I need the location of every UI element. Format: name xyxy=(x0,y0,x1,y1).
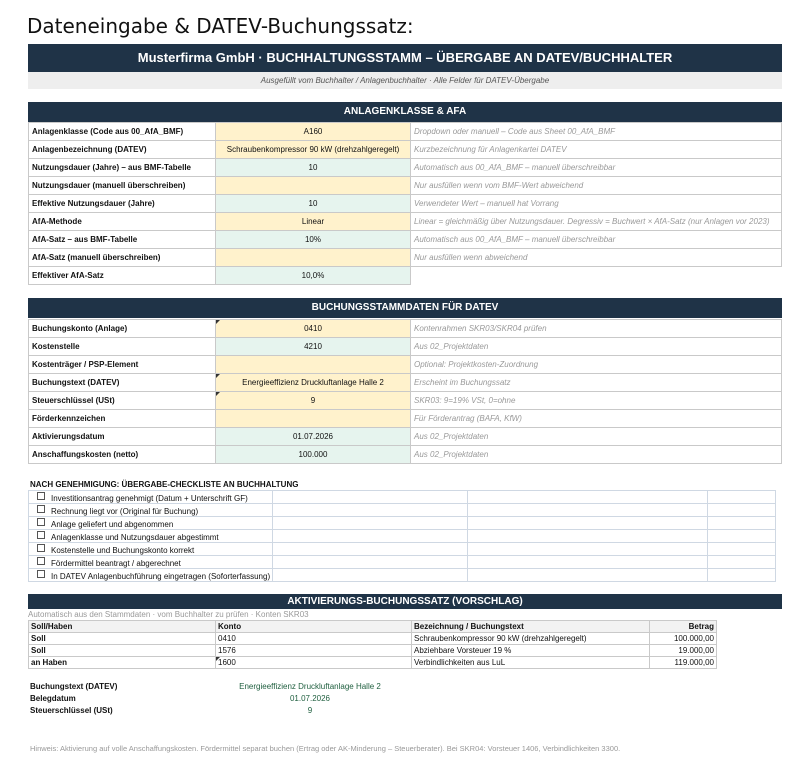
anschaffungskosten-value: 100.000 xyxy=(216,446,411,464)
afa-satz-manuell-input[interactable] xyxy=(216,249,411,267)
effektive-nutzungsdauer-value: 10 xyxy=(216,195,411,213)
field-label: Effektiver AfA-Satz xyxy=(29,267,216,285)
summary-value: Energieeffizienz Druckluftanlage Halle 2 xyxy=(239,682,381,691)
checklist-item xyxy=(29,543,776,556)
field-label: Anschaffungskosten (netto) xyxy=(29,446,216,464)
afa-row-satz-manuell xyxy=(29,249,782,267)
checklist-item-label: Kostenstelle und Buchungskonto korrekt xyxy=(51,545,195,555)
booking-title: AKTIVIERUNGS-BUCHUNGSSATZ (VORSCHLAG) xyxy=(28,594,782,609)
field-label: AfA-Methode xyxy=(29,213,216,231)
checklist-item-label: Rechnung liegt vor (Original für Buchung) xyxy=(51,506,199,516)
summary-label: Belegdatum xyxy=(30,694,76,703)
stamm-row-buchungskonto xyxy=(29,320,782,338)
checkbox[interactable] xyxy=(37,518,45,526)
afa-row-methode xyxy=(29,213,782,231)
afa-row-nutzungsdauer-bmf xyxy=(29,159,782,177)
summary-label: Buchungstext (DATEV) xyxy=(30,682,118,691)
buchungstext-input[interactable]: Energieeffizienz Druckluftanlage Halle 2 xyxy=(216,374,411,392)
checklist-item-label: Fördermittel beantragt / abgerechnet xyxy=(51,558,181,568)
bezeichnung-cell: Abziehbare Vorsteuer 19 % xyxy=(412,645,650,657)
field-hint: SKR03: 9=19% VSt, 0=ohne xyxy=(411,392,782,410)
field-hint: Nur ausfüllen wenn abweichend xyxy=(411,249,782,267)
afa-row-anlagenklasse xyxy=(29,123,782,141)
checkbox[interactable] xyxy=(37,570,45,578)
field-label: Nutzungsdauer (manuell überschreiben) xyxy=(29,177,216,195)
afa-row-satz-bmf xyxy=(29,231,782,249)
column-header: Soll/Haben xyxy=(29,621,216,633)
checklist-item-label: Investitionsantrag genehmigt (Datum + Unterschrift GF) xyxy=(51,493,248,503)
field-hint: Linear = gleichmäßig über Nutzungsdauer. Degressiv = Buchwert × AfA-Satz (nur Anlagen vor 2023) xyxy=(411,213,782,231)
betrag-cell: 19.000,00 xyxy=(650,645,717,657)
stamm-table xyxy=(28,319,782,464)
aktivierungsdatum-value: 01.07.2026 xyxy=(216,428,411,446)
field-label: Buchungstext (DATEV) xyxy=(29,374,216,392)
field-label: Kostenstelle xyxy=(29,338,216,356)
field-hint: Aus 02_Projektdaten xyxy=(411,338,782,356)
booking-table xyxy=(28,620,717,669)
checklist-title: NACH GENEHMIGUNG: ÜBERGABE-CHECKLISTE AN BUCHHALTUNG xyxy=(30,480,299,489)
field-hint: Für Förderantrag (BAFA, KfW) xyxy=(411,410,782,428)
stamm-row-kostentraeger xyxy=(29,356,782,374)
betrag-cell: 100.000,00 xyxy=(650,633,717,645)
field-hint: Automatisch aus 00_AfA_BMF – manuell überschreibbar xyxy=(411,159,782,177)
checklist-item xyxy=(29,517,776,530)
buchungskonto-input[interactable]: 0410 xyxy=(216,320,411,338)
bezeichnung-cell: Schraubenkompressor 90 kW (drehzahlgeregelt) xyxy=(412,633,650,645)
anlagenbezeichnung-input[interactable]: Schraubenkompressor 90 kW (drehzahlgeregelt) xyxy=(216,141,411,159)
nutzungsdauer-manuell-input[interactable] xyxy=(216,177,411,195)
soll-haben-cell: Soll xyxy=(29,633,216,645)
field-hint: Automatisch aus 00_AfA_BMF – manuell überschreibbar xyxy=(411,231,782,249)
konto-cell: 1576 xyxy=(216,645,412,657)
checkbox[interactable] xyxy=(37,492,45,500)
steuerschluessel-input[interactable]: 9 xyxy=(216,392,411,410)
betrag-cell: 119.000,00 xyxy=(650,657,717,669)
field-label: Steuerschlüssel (USt) xyxy=(29,392,216,410)
company-header: Musterfirma GmbH · BUCHHALTUNGSSTAMM – ÜBERGABE AN DATEV/BUCHHALTER xyxy=(28,44,782,72)
checklist-item-label: In DATEV Anlagenbuchführung eingetragen (Soforterfassung) xyxy=(51,571,271,581)
booking-row xyxy=(29,657,717,669)
afa-row-effektiver-satz xyxy=(29,267,782,285)
field-hint: Aus 02_Projektdaten xyxy=(411,446,782,464)
stamm-row-anschaffungskosten xyxy=(29,446,782,464)
checklist-item xyxy=(29,530,776,543)
soll-haben-cell: an Haben xyxy=(29,657,216,669)
field-label: AfA-Satz (manuell überschreiben) xyxy=(29,249,216,267)
nutzungsdauer-bmf-value: 10 xyxy=(216,159,411,177)
stamm-row-kostenstelle xyxy=(29,338,782,356)
konto-cell: 0410 xyxy=(216,633,412,645)
checkbox[interactable] xyxy=(37,531,45,539)
field-hint: Dropdown oder manuell – Code aus Sheet 00_AfA_BMF xyxy=(411,123,782,141)
stamm-row-foerderkennzeichen xyxy=(29,410,782,428)
checklist-item xyxy=(29,491,776,504)
afa-row-nutzungsdauer-manuell xyxy=(29,177,782,195)
checklist-item xyxy=(29,569,776,582)
field-label: AfA-Satz – aus BMF-Tabelle xyxy=(29,231,216,249)
field-hint: Optional: Projektkosten-Zuordnung xyxy=(411,356,782,374)
afa-satz-bmf-value: 10% xyxy=(216,231,411,249)
soll-haben-cell: Soll xyxy=(29,645,216,657)
checklist-item xyxy=(29,556,776,569)
stamm-row-steuerschluessel xyxy=(29,392,782,410)
column-header: Bezeichnung / Buchungstext xyxy=(412,621,650,633)
afa-row-effektive-nutzungsdauer xyxy=(29,195,782,213)
field-label: Buchungskonto (Anlage) xyxy=(29,320,216,338)
field-label: Förderkennzeichen xyxy=(29,410,216,428)
booking-row xyxy=(29,645,717,657)
field-label: Effektive Nutzungsdauer (Jahre) xyxy=(29,195,216,213)
checklist-table xyxy=(28,490,776,582)
checklist-item-label: Anlage geliefert und abgenommen xyxy=(51,519,174,529)
field-hint: Erscheint im Buchungssatz xyxy=(411,374,782,392)
checkbox[interactable] xyxy=(37,557,45,565)
bezeichnung-cell: Verbindlichkeiten aus LuL xyxy=(412,657,650,669)
summary-value: 01.07.2026 xyxy=(289,694,331,703)
anlagenklasse-input[interactable]: A160 xyxy=(216,123,411,141)
booking-header-row xyxy=(29,621,717,633)
section-afa-title: ANLAGENKLASSE & AFA xyxy=(28,102,782,122)
stamm-row-aktivierungsdatum xyxy=(29,428,782,446)
field-label: Aktivierungsdatum xyxy=(29,428,216,446)
field-label: Anlagenklasse (Code aus 00_AfA_BMF) xyxy=(29,123,216,141)
checkbox[interactable] xyxy=(37,505,45,513)
field-label: Kostenträger / PSP-Element xyxy=(29,356,216,374)
checklist-item xyxy=(29,504,776,517)
field-hint: Aus 02_Projektdaten xyxy=(411,428,782,446)
field-label: Nutzungsdauer (Jahre) – aus BMF-Tabelle xyxy=(29,159,216,177)
afa-table xyxy=(28,122,782,285)
konto-cell: 1600 xyxy=(216,657,412,669)
field-hint xyxy=(411,267,782,285)
header-subtitle: Ausgefüllt vom Buchhalter / Anlagenbuchhalter · Alle Felder für DATEV-Übergabe xyxy=(28,72,782,89)
booking-note: Automatisch aus den Stammdaten · vom Buchhalter zu prüfen · Konten SKR03 xyxy=(28,610,309,619)
summary-value: 9 xyxy=(307,706,313,715)
field-hint: Nur ausfüllen wenn vom BMF-Wert abweichend xyxy=(411,177,782,195)
booking-row xyxy=(29,633,717,645)
summary-label: Steuerschlüssel (USt) xyxy=(30,706,113,715)
page-title: Dateneingabe & DATEV-Buchungssatz: xyxy=(27,14,414,38)
field-hint: Kontenrahmen SKR03/SKR04 prüfen xyxy=(411,320,782,338)
column-header: Konto xyxy=(216,621,412,633)
field-label: Anlagenbezeichnung (DATEV) xyxy=(29,141,216,159)
field-hint: Kurzbezeichnung für Anlagenkartei DATEV xyxy=(411,141,782,159)
foerderkennzeichen-input[interactable] xyxy=(216,410,411,428)
checkbox[interactable] xyxy=(37,544,45,552)
stamm-row-buchungstext xyxy=(29,374,782,392)
column-header: Betrag xyxy=(650,621,717,633)
afa-row-bezeichnung xyxy=(29,141,782,159)
effektiver-afa-satz-value: 10,0% xyxy=(216,267,411,285)
section-stamm-title: BUCHUNGSSTAMMDATEN FÜR DATEV xyxy=(28,298,782,318)
field-hint: Verwendeter Wert – manuell hat Vorrang xyxy=(411,195,782,213)
kostenstelle-value: 4210 xyxy=(216,338,411,356)
checklist-item-label: Anlagenklasse und Nutzungsdauer abgestimmt xyxy=(51,532,219,542)
kostentraeger-input[interactable] xyxy=(216,356,411,374)
footer-hint: Hinweis: Aktivierung auf volle Anschaffungskosten. Fördermittel separat buchen (Ertrag oder AK-Minderung – Steuerberater). Bei SKR04: Vorsteuer 1406, Verbindlichkeiten 3300. xyxy=(30,744,621,753)
afa-methode-select[interactable]: Linear xyxy=(216,213,411,231)
